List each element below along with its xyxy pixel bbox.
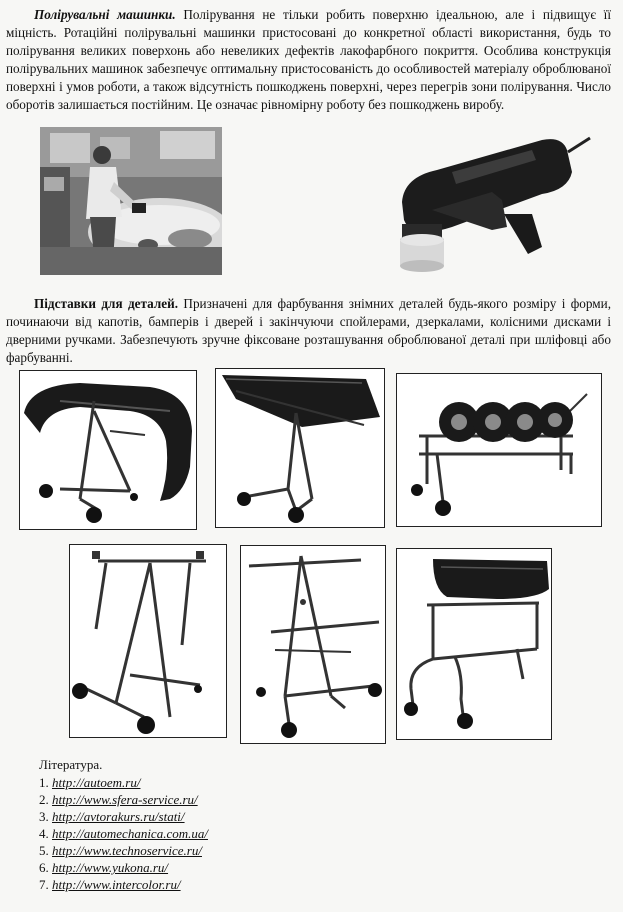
- reference-item: [39, 808, 439, 825]
- reference-link[interactable]: http://autoem.ru/: [52, 775, 141, 790]
- stands-paragraph: [6, 295, 611, 367]
- reference-link[interactable]: http://automechanica.com.ua/: [52, 826, 208, 841]
- reference-number: 2.: [39, 792, 49, 807]
- reference-number: 3.: [39, 809, 49, 824]
- wheel-rim-stand-photo: [396, 373, 602, 527]
- polishing-text: Полірування не тільки робить поверхню ідеальною, але і підвищує її міцність. Ротаційні полірувальні машинки пристосовані до конкретної області використання, будь то полірування великих поверхонь або невеликих дефектів лакофарбного покриття. Особлива конструкція полірувальних машинок забезпечує оптимальну пристосованість до особливостей матеріалу оброблюваної поверхні і умов роботи, а також відсутність пошкоджень поверхні, через перегрів зони полірування. Число оборотів залишається постійним. Це означає рівномірну роботу без пошкоджень виробу.: [6, 7, 611, 112]
- rotary-polisher-photo: [392, 132, 592, 282]
- stands-text: Призначені для фарбування знімних деталей будь-якого розміру і форми, починаючи від капотів, бамперів і дверей і закінчуючи спойлерами, дзеркалами, колісними дисками і дверними ручками. Забезпечують зручне фіксоване розташування оброблюваної деталі при шліфовці або фарбуванні.: [6, 296, 611, 365]
- reference-number: 1.: [39, 775, 49, 790]
- reference-number: 7.: [39, 877, 49, 892]
- reference-number: 5.: [39, 843, 49, 858]
- references-list: [39, 774, 439, 893]
- stands-heading: Підставки для деталей.: [34, 296, 179, 311]
- reference-link[interactable]: http://www.intercolor.ru/: [52, 877, 181, 892]
- reference-link[interactable]: http://www.yukona.ru/: [52, 860, 169, 875]
- reference-item: [39, 842, 439, 859]
- door-stand-photo: [69, 544, 227, 738]
- reference-item: [39, 825, 439, 842]
- reference-link[interactable]: http://www.technoservice.ru/: [52, 843, 202, 858]
- reference-item: [39, 876, 439, 893]
- references-section: [39, 756, 439, 893]
- reference-link[interactable]: http://avtorakurs.ru/stati/: [52, 809, 185, 824]
- reference-link[interactable]: http://www.sfera-service.ru/: [52, 792, 198, 807]
- hood-stand-photo: [215, 368, 385, 528]
- reference-number: 6.: [39, 860, 49, 875]
- reference-number: 4.: [39, 826, 49, 841]
- bumper-stand-photo: [19, 370, 197, 530]
- reference-item: [39, 859, 439, 876]
- reference-item: [39, 774, 439, 791]
- polishing-heading: Полірувальні машинки.: [34, 7, 176, 22]
- bumper-rack-stand-photo: [396, 548, 552, 740]
- mirror-stand-photo: [240, 545, 386, 744]
- reference-item: [39, 791, 439, 808]
- polishing-paragraph: [6, 6, 611, 114]
- workshop-polishing-photo: [40, 127, 222, 275]
- references-title: Література.: [39, 757, 103, 772]
